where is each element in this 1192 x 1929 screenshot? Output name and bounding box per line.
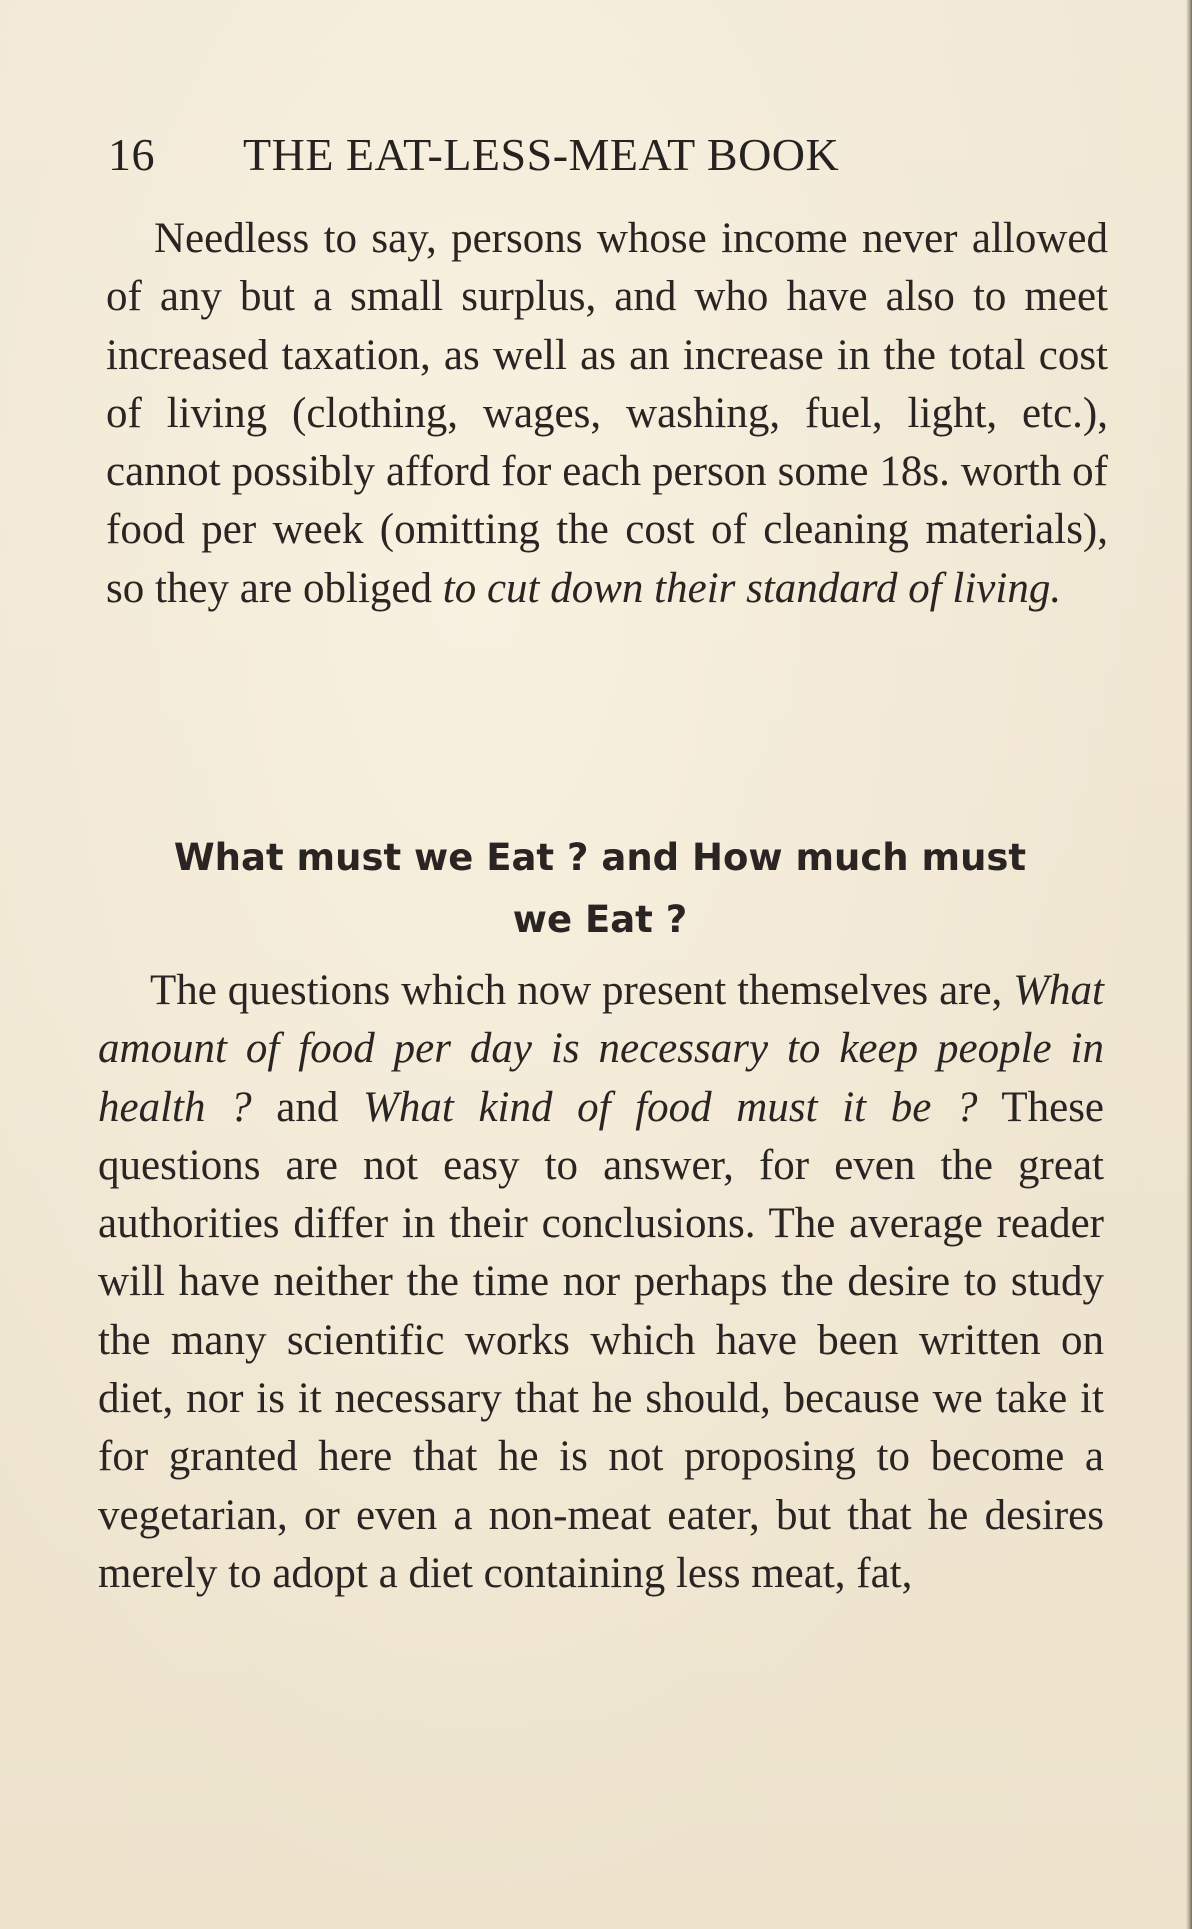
italic-question-kind: What kind of food must it be ? — [363, 1083, 978, 1131]
paragraph-cost-of-living — [106, 210, 1108, 618]
paragraph-text: and — [251, 1083, 364, 1131]
paragraph-text: The questions which now present themselves are, — [150, 967, 1014, 1014]
running-head — [108, 128, 1008, 188]
italic-emphasis: to cut down their standard of living. — [442, 564, 1062, 612]
paragraph-text: These questions are not easy to answer, for even the great authorities differ in their conclusions. The average reader will have neither the time nor perhaps the desire to study the many scientific works which have been written on diet, nor is it necessary that he should, because we take it for granted here that he is not proposing to become a vegetarian, or even a non-meat eater, but that he desires merely to adopt a diet containing less meat, fat, — [98, 1083, 1105, 1597]
page-number: 16 — [108, 129, 155, 180]
section-heading: What must we Eat ? and How much must we Eat ? — [173, 836, 1027, 941]
page-edge-shadow — [1186, 0, 1192, 1929]
paragraph-text: Needless to say, persons whose income never allowed of any but a small surplus, and who have also to meet increased taxation, as well as an increase in the total cost of living (clothing, wages, washing, fuel, light, etc.), cannot possibly afford for each person some 18s. worth of food per week (omitting the cost of cleaning materials), so they are obliged — [106, 215, 1108, 612]
paragraph-questions — [98, 962, 1104, 1603]
italic-question-amount: What amount of food per day is necessary to keep people in health ? — [98, 967, 1104, 1131]
running-title: THE EAT-LESS-MEAT BOOK — [243, 129, 840, 180]
